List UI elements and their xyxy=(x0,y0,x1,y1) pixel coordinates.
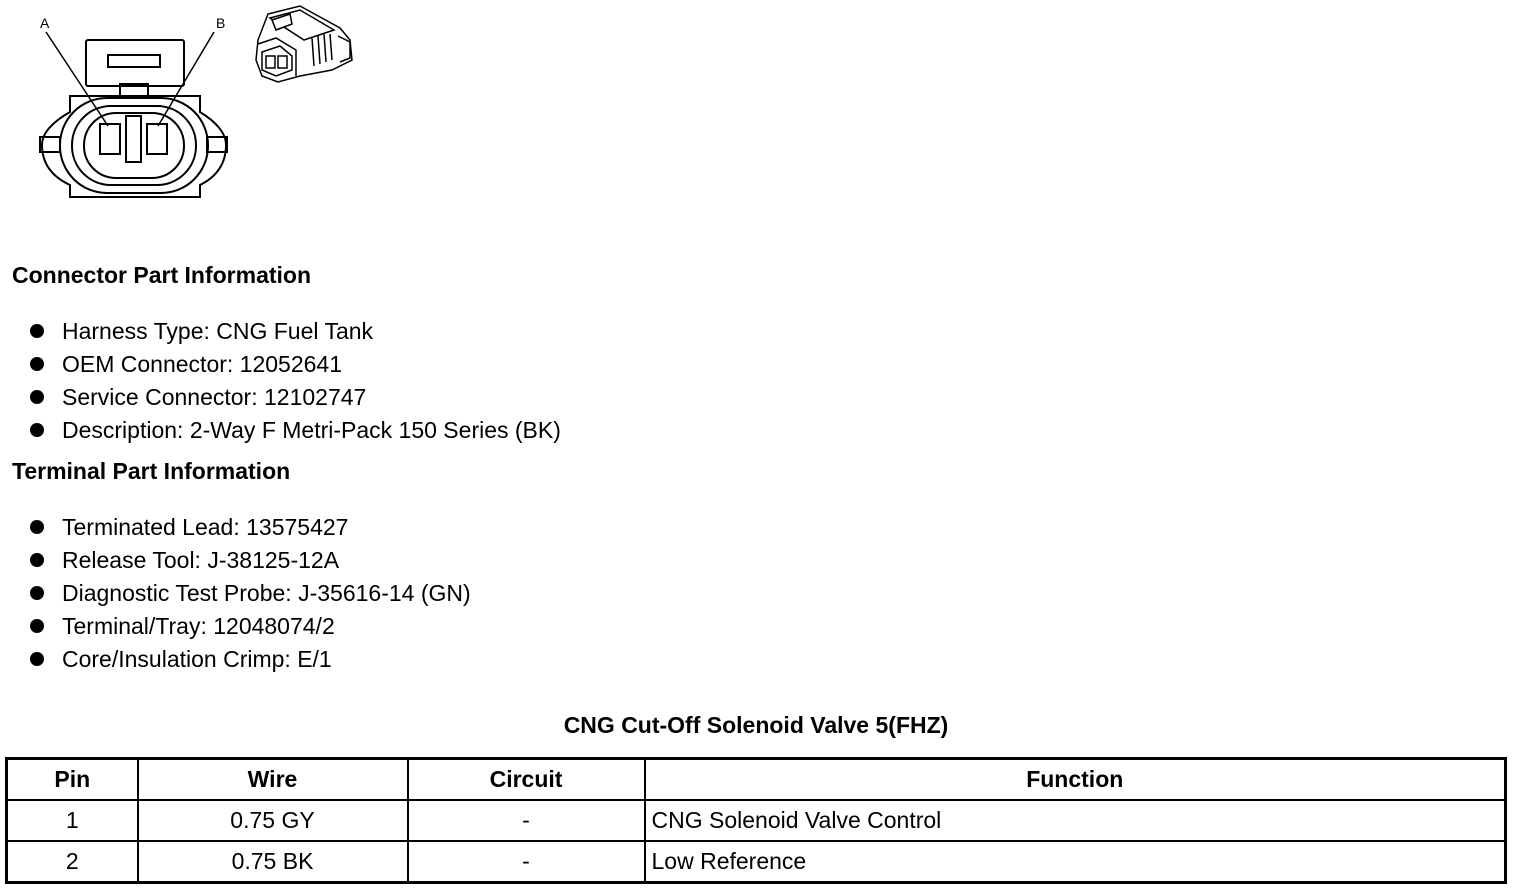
cell-wire: 0.75 GY xyxy=(138,800,408,841)
table-row xyxy=(7,800,1506,841)
pin-label-b: B xyxy=(216,15,226,31)
column-header-circuit: Circuit xyxy=(408,759,645,801)
list-item-text: Harness Type: CNG Fuel Tank xyxy=(62,318,374,344)
bullet-icon xyxy=(30,520,44,534)
bullet-icon xyxy=(30,619,44,633)
pin-table xyxy=(5,757,1507,884)
list-item xyxy=(30,414,561,447)
terminal-part-heading: Terminal Part Information xyxy=(12,458,291,484)
list-item-text: Description: 2-Way F Metri-Pack 150 Series (BK) xyxy=(62,417,561,443)
list-item xyxy=(30,381,561,414)
connector-diagram xyxy=(0,0,380,215)
list-item-text: Service Connector: 12102747 xyxy=(62,384,367,410)
bullet-icon xyxy=(30,357,44,371)
list-item-text: Core/Insulation Crimp: E/1 xyxy=(62,646,332,672)
column-header-pin: Pin xyxy=(7,759,138,801)
table-header-row xyxy=(7,759,1506,801)
list-item-text: Release Tool: J-38125-12A xyxy=(62,547,340,573)
list-item-text: Terminated Lead: 13575427 xyxy=(62,514,349,540)
connector-thumbnail xyxy=(256,6,352,82)
bullet-icon xyxy=(30,652,44,666)
cell-pin: 2 xyxy=(7,841,138,883)
cell-circuit: - xyxy=(408,841,645,883)
cell-circuit: - xyxy=(408,800,645,841)
list-item xyxy=(30,348,561,381)
list-item xyxy=(30,577,471,610)
bullet-icon xyxy=(30,423,44,437)
pin-label-a: A xyxy=(40,15,50,31)
table-row xyxy=(7,841,1506,883)
column-header-wire: Wire xyxy=(138,759,408,801)
list-item-text: OEM Connector: 12052641 xyxy=(62,351,343,377)
bullet-icon xyxy=(30,390,44,404)
list-item xyxy=(30,643,471,676)
cell-pin: 1 xyxy=(7,800,138,841)
list-item-text: Terminal/Tray: 12048074/2 xyxy=(62,613,335,639)
connector-part-heading: Connector Part Information xyxy=(12,262,312,288)
bullet-icon xyxy=(30,324,44,338)
cell-wire: 0.75 BK xyxy=(138,841,408,883)
list-item xyxy=(30,544,471,577)
bullet-icon xyxy=(30,553,44,567)
terminal-part-list xyxy=(30,511,471,676)
cell-function: Low Reference xyxy=(645,841,1506,883)
table-title: CNG Cut-Off Solenoid Valve 5(FHZ) xyxy=(563,712,949,738)
cell-function: CNG Solenoid Valve Control xyxy=(645,800,1506,841)
list-item-text: Diagnostic Test Probe: J-35616-14 (GN) xyxy=(62,580,471,606)
list-item xyxy=(30,315,561,348)
connector-part-list xyxy=(30,315,561,447)
bullet-icon xyxy=(30,586,44,600)
list-item xyxy=(30,511,471,544)
column-header-function: Function xyxy=(645,759,1506,801)
list-item xyxy=(30,610,471,643)
